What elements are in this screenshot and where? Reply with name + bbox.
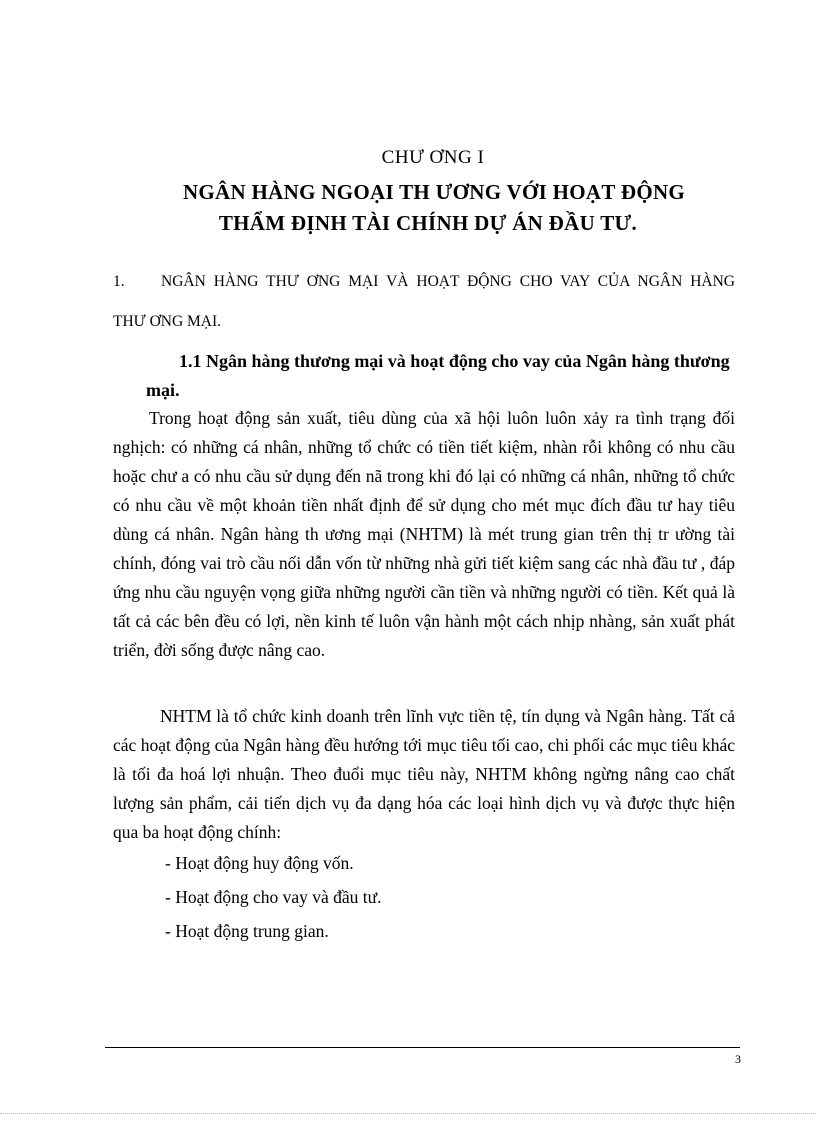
subsection-heading: 1.1 Ngân hàng thương mại và hoạt động cho vay của Ngân hàng thương mại.	[146, 351, 730, 400]
page-boundary-dotted-line	[0, 1113, 816, 1114]
chapter-title-line-2: THẨM ĐỊNH TÀI CHÍNH DỰ ÁN ĐẦU TƯ.	[218, 211, 638, 235]
body-paragraph-2: NHTM là tổ chức kinh doanh trên lĩnh vực tiền tệ, tín dụng và Ngân hàng. Tất cả các hoạt động của Ngân hàng đều hướng tới mục tiêu tối cao, chi phối các mục tiêu khác là tối đa hoá lợi nhuận. Theo đuổi mục tiêu này, NHTM không ngừng nâng cao chất lượng sản phẩm, cải tiến dịch vụ đa dạng hóa các loại hình dịch vụ và được thực hiện qua ba hoạt động chính:	[113, 706, 735, 842]
footer-divider	[105, 1047, 740, 1048]
page-number: 3	[735, 1052, 741, 1066]
section-heading-continuation: THƯ ƠNG MẠI.	[113, 313, 222, 330]
bullet-item-3: - Hoạt động trung gian.	[165, 921, 329, 941]
bullet-item-1: - Hoạt động huy động vốn.	[165, 853, 354, 873]
chapter-title-line-1: NGÂN HÀNG NGOẠI TH ƯƠNG VỚI HOẠT ĐỘNG	[182, 180, 686, 204]
section-number: 1.	[113, 273, 125, 290]
section-heading	[113, 272, 735, 291]
section-heading-text: NGÂN HÀNG THƯ ƠNG MẠI VÀ HOẠT ĐỘNG CHO VAY CỦA NGÂN HÀNG	[161, 273, 735, 290]
bullet-item-2: - Hoạt động cho vay và đầu tư.	[165, 887, 382, 907]
chapter-label: CHƯ ƠNG I	[381, 147, 485, 168]
body-paragraph-1: Trong hoạt động sản xuất, tiêu dùng của xã hội luôn luôn xảy ra tình trạng đối nghịch: có những cá nhân, những tổ chức có tiền tiết kiệm, nhàn rỗi không có nhu cầu hoặc chư a có nhu cầu sử dụng đến nã trong khi đó lại có những cá nhân, những tổ chức có nhu cầu về một khoản tiền nhất định để sử dụng cho mét mục đích đầu tư hay tiêu dùng cá nhân. Ngân hàng th ương mại (NHTM) là mét trung gian trên thị tr ường tài chính, đóng vai trò cầu nối dẫn vốn từ những nhà gửi tiết kiệm sang các nhà đầu tư , đáp ứng nhu cầu nguyện vọng giữa những người cần tiền và những người có tiền. Kết quả là tất cả các bên đều có lợi, nền kinh tế luôn vận hành một cách nhịp nhàng, sản xuất phát triển, đời sống được nâng cao.	[113, 408, 735, 660]
